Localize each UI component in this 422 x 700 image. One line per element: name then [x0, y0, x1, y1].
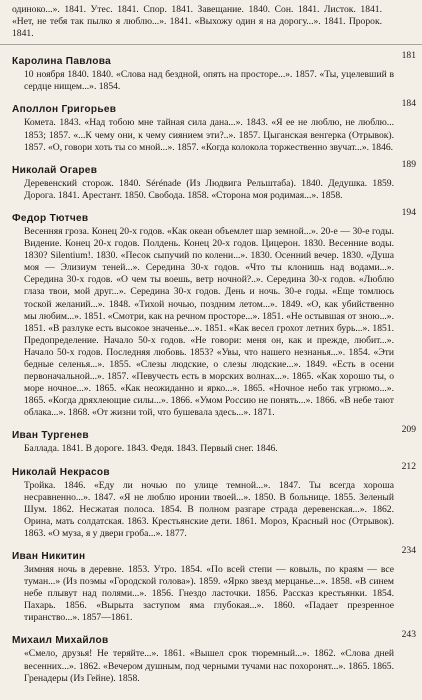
- author-header: [12, 160, 422, 178]
- works-list: Зимняя ночь в деревне. 1853. Утро. 1854. «По всей степи — ковыль, по краям — все туман...» (Из поэмы «Городской голова»). 1859. «Ярко звезд мерцанье...». 1858. «В синем небе плывут над полями...». 1856. Гнездо ласточки. 1856. Рассказ крестьянки. 1854. Пахарь. 1856. «Вырыта заступом яма глубокая...». 1860. «Падает презренное тиранство...». 1857—1861.: [24, 564, 394, 624]
- page-number: 209: [401, 424, 416, 436]
- author-header: [12, 208, 422, 226]
- author-entry: [0, 462, 422, 540]
- author-name: Иван Никитин: [12, 551, 86, 562]
- works-list: Деревенский сторож. 1840. Sérénade (Из Людвига Рельштаба). 1840. Дедушка. 1859. Дорога. 1841. Арестант. 1850. Свобода. 1858. «Сторона моя родимая...». 1858.: [24, 177, 394, 201]
- author-entry: [0, 51, 422, 93]
- works-list: Баллада. 1841. В дороге. 1843. Федя. 1843. Первый снег. 1846.: [24, 443, 278, 455]
- author-name: Николай Огарев: [12, 164, 98, 176]
- works-list: Комета. 1843. «Над тобою мне тайная сила дана...». 1843. «Я ее не люблю, не люблю... 1853; 1857. «...К чему они, к чему сиянием эти?..». 1857. Цыганская венгерка (Отрывок). 1857. «О, говори хоть ты со мной...». 1857. «Когда колокола торжественно звучат...». 1846.: [24, 117, 394, 153]
- page-number: 234: [401, 545, 416, 556]
- works-list: Весенняя гроза. Конец 20-х годов. «Как океан объемлет шар земной...». 20-е — 30-е годы. Видение. Конец 20-х годов. Полдень. Конец 20-х годов. Цицерон. 1830. Весенние воды. 1830? Silentium!. 1830. «Песок сыпучий по колени...». 1830. Осенний вечер. 1830. «Душа моя — Элизиум теней...». Середина 30-х годов. «Что ты клонишь над водами...». Середина 30-х годов. «О чем ты воешь, ветр ночной?..». Середина 30-х годов. «Люблю глаза твои, мой друг...». Середина 30-х годов. День и ночь. 30-е годы. «Еще томлюсь тоской желаний...». 1848. «Тихой ночью, поздним летом...». 1849. «О, как убийственно мы любим...». 1851. «Смотри, как на речном просторе...». 1851. «Не остывшая от зною...». 1851. «В разлуке есть высокое значенье...». 1851. «Как весел грохот летних бурь...». 1851. Предопределение. Начало 50-х годов. «Не говори: меня он, как и прежде, любит...». Начало 50-х годов. Последняя любовь. 1853? «Увы, что нашего незнанья...». 1854. «Эти бедные селенья...». 1855. «Слезы людские, о слезы людские...». 1849. «Есть в осени первоначальной...». 1857. «Певучесть есть в морских волнах...». 1865. «Как хорошо ты, о море ночное...». 1865. «Как неожиданно и ярко...». 1865. «Ночное небо так угрюмо...». 1865. «Когда дряхлеющие силы...». 1866. «Умом Россию не понять...». 1866. «В небе тают облака...». 1868. «От жизни той, что бушевала здесь...». 1871.: [24, 225, 394, 419]
- author-entry: [0, 425, 422, 455]
- works-list: «Смело, друзья! Не теряйте...». 1861. «Вышел срок тюремный...». 1862. «Слова дней весенних...». 1862. «Вечером душным, под черными тучами нас похоронят...». 1865. 1865. Гренадеры (Из Гейне). 1858.: [24, 648, 394, 684]
- works-list: 10 ноября 1840. 1840. «Слова над бездной, опять на просторе...». 1857. «Ты, уцелевший в сердце нищем...». 1854.: [24, 69, 394, 93]
- continuation-text: одиноко...». 1841. Утес. 1841. Спор. 1841. Завещание. 1840. Сон. 1841. Листок. 1841. «Нет, не тебя так пылко я люблю...». 1841. «Выхожу один я на дорогу...». 1841. Пророк. 1841.: [12, 4, 382, 40]
- author-header: [12, 462, 422, 480]
- works-list: Тройка. 1846. «Еду ли ночью по улице темной...». 1847. Ты всегда хороша несравненно...». 1847. «Я не люблю иронии твоей...». 1850. В больнице. 1855. Зеленый Шум. 1862. Несжатая полоса. 1854. В полном разгаре страда деревенская...». 1862. Орина, мать солдатская. 1863. Крестьянские дети. 1861. Мороз, Красный нос (Отрывок). 1863. «О муза, я у двери гроба...». 1877.: [24, 479, 394, 539]
- author-header: [12, 630, 422, 648]
- page-number: 181: [401, 50, 416, 62]
- continuation-block: [0, 0, 422, 40]
- author-name: Федор Тютчев: [12, 212, 89, 224]
- page-number: 194: [401, 206, 416, 218]
- author-entry: [0, 99, 422, 153]
- page-number: 212: [401, 460, 416, 472]
- author-entry: [0, 160, 422, 202]
- author-name: Николай Некрасов: [12, 466, 110, 478]
- author-header: [12, 425, 422, 443]
- author-name: Михаил Михайлов: [12, 635, 109, 647]
- author-name: Иван Тургенев: [12, 430, 89, 442]
- author-entry: [0, 630, 422, 684]
- page-number: 243: [401, 629, 416, 641]
- author-header: [12, 99, 422, 117]
- author-name: Каролина Павлова: [12, 56, 111, 68]
- page-number: 184: [401, 98, 416, 110]
- author-entry: [0, 208, 422, 420]
- author-header: [12, 51, 422, 69]
- author-name: Аполлон Григорьев: [12, 104, 117, 116]
- divider: [0, 44, 422, 45]
- page-number: 189: [401, 158, 416, 170]
- author-entry: [0, 546, 422, 624]
- author-header: [12, 546, 422, 564]
